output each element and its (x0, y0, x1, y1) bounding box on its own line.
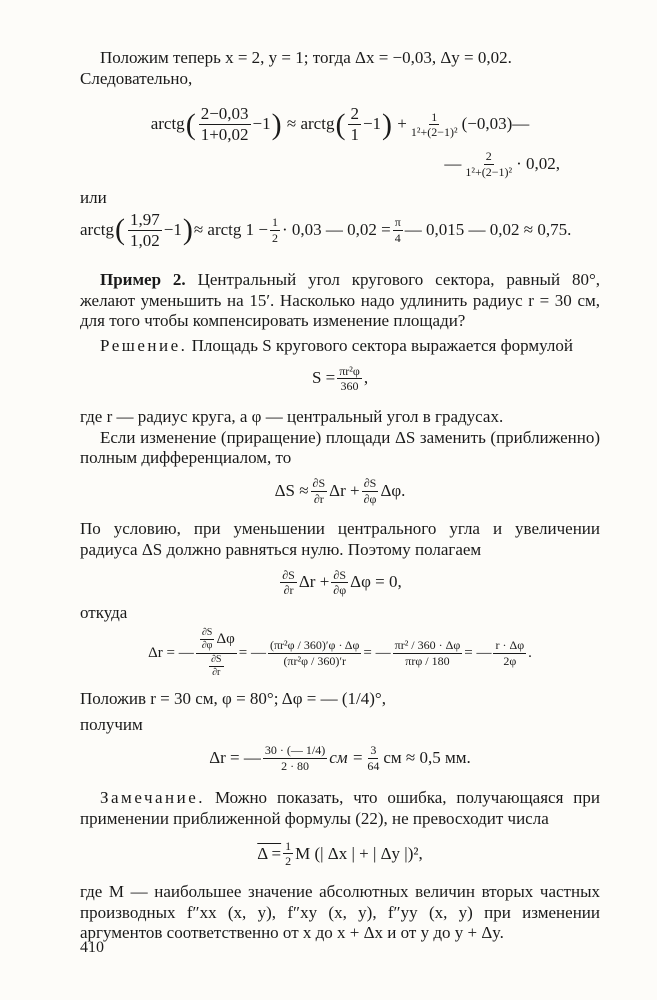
eqfinal-num: 30 · (— 1/4) (264, 743, 326, 758)
eqS-tail: , (363, 368, 369, 388)
eqdS-n1: ∂S (312, 476, 326, 491)
eqdr-f2-bot: (πr²φ / 360)′r (283, 653, 346, 668)
eqdr-minus-1: = — (238, 645, 266, 662)
equation-final-delta-r (80, 744, 600, 772)
eqzero-d2: ∂φ (333, 583, 347, 598)
eq1-right-num: 2 (350, 104, 359, 124)
eqzero-n2: ∂S (333, 567, 347, 582)
eqdr-end: . (528, 645, 532, 662)
eq1-term2-tail: (−0,03)— (461, 114, 530, 134)
eqdelta-den: 2 (285, 854, 292, 869)
eqfinal-tail: см ≈ 0,5 мм. (383, 747, 471, 767)
para-by-condition: По условию, при уменьшении центрального угла и увеличении радиуса ΔS должно равняться нулю. Поэтому полагаем (80, 519, 600, 560)
solution-text: Площадь S кругового сектора выражается формулой (191, 335, 573, 355)
equation-arctg-1-cont: — $\frac{2}{\text{1²+(2−1)²}}$ · 0,02, (444, 149, 560, 179)
eqfinal-frac-den: 64 (367, 758, 380, 773)
eq2-tail: — 0,015 — 0,02 ≈ 0,75. (404, 220, 572, 240)
equation-error-bound (80, 840, 600, 868)
eq1-left-tail: −1 (252, 114, 271, 134)
eqdelta-num: 1 (285, 838, 292, 853)
equation-delta-r (80, 628, 600, 679)
example-2-label: Пример 2. (100, 269, 186, 289)
eqdS-m2: Δφ. (380, 480, 406, 500)
eqfinal-lhs: Δr = — (209, 747, 261, 767)
eqdS-lhs: ΔS ≈ (274, 480, 309, 500)
para-set-values: Положим теперь x = 2, y = 1; тогда Δx = −0,03, Δy = 0,02. (100, 48, 512, 67)
word-or: или (80, 188, 107, 208)
eq1-term3-den: 1²+(2−1)² (465, 164, 513, 179)
eq1-right-den: 1 (350, 125, 359, 145)
eqdr-f1-top-n: ∂S (200, 628, 215, 641)
solution-paragraph (80, 336, 600, 357)
eqS-num: πr²φ (339, 363, 360, 378)
solution-label: Решение. (100, 335, 188, 355)
remark-label: Замечание. (100, 788, 206, 808)
eq2-pi-num: π (394, 215, 401, 230)
page-number: 410 (80, 939, 104, 956)
eqdr-f3-bot: πrφ / 180 (405, 653, 450, 668)
equation-arctg-2: arctg ( $\frac{1,97}{1,02}$ −1 ) ≈ arctg 1 − $\frac{1}{2}$ · 0,03 — 0,02 = $\frac{\pi}{4}$ — 0,015 — 0,02 ≈ 0,75. (80, 210, 572, 250)
remark-paragraph (80, 788, 600, 829)
eqzero-n1: ∂S (282, 567, 295, 582)
equation-zero (80, 569, 600, 597)
eqdr-f4-top: r · Δφ (495, 638, 525, 653)
eqdS-n2: ∂S (363, 476, 377, 491)
eqzero-d1: ∂r (283, 583, 294, 598)
para-consequently: Следовательно, (80, 68, 193, 88)
eqfinal-unit: см = (329, 747, 364, 767)
eqdr-f1-bot-n: ∂S (209, 655, 224, 668)
eqdr-f1-top-d: ∂φ (201, 640, 213, 652)
eqzero-m1: Δr + (298, 572, 330, 592)
eqS-lhs: S = (311, 368, 336, 388)
eq2-left-tail: −1 (163, 220, 182, 240)
eqfinal-frac-num: 3 (370, 743, 377, 758)
page-body (80, 40, 600, 944)
para-where-M: где M — наибольшее значение абсолютных величин вторых частных производных f″xx (x, y), f″xy (x, y), f″yy (x, y) при изменении аргументов соответственно от x до x + Δx и от y до y + Δy. (80, 881, 600, 943)
word-whence: откуда (80, 602, 128, 622)
eqfinal-den: 2 · 80 (281, 758, 310, 773)
eqdelta-lhs: Δ = (257, 843, 282, 863)
arctg-label: arctg (150, 114, 185, 134)
eq1-term3-tail: · 0,02, (516, 153, 560, 173)
eqdS-d2: ∂φ (363, 491, 377, 506)
eq2-left-num: 1,97 (129, 210, 160, 230)
eqdr-f4-bot: 2φ (503, 653, 517, 668)
eqdr-minus-3: = — (464, 645, 492, 662)
arctg-label-3: arctg (80, 220, 114, 240)
eqdr-lhs: Δr = — (148, 645, 194, 662)
word-we-get: получим (80, 715, 143, 735)
eq1-term3-num: 2 (485, 149, 492, 164)
eqdr-minus-2: = — (363, 645, 391, 662)
eq2-left-den: 1,02 (129, 230, 160, 250)
eq1-term2-den: 1²+(2−1)² (410, 125, 458, 140)
eq2-mid: ≈ arctg 1 − (193, 220, 268, 240)
equation-sector-area (80, 365, 600, 393)
example-2-text: Центральный угол кругового сектора, равный 80°, желают уменьшить на 15′. Насколько надо удлинить радиус r = 30 см, для того чтобы компенсировать изменение площади? (80, 269, 601, 331)
eq1-left-den: 1+0,02 (200, 125, 249, 145)
arctg-label-2: arctg (300, 114, 335, 134)
eqdS-d1: ∂r (313, 491, 324, 506)
eqS-den: 360 (340, 379, 359, 394)
eqzero-m2: Δφ = 0, (350, 572, 402, 592)
remark-text: Можно показать, что ошибка, получающаяся при применении приближенной формулы (22), не превосходит числа (80, 788, 600, 829)
eq2-half-num: 1 (271, 215, 278, 230)
eqdelta-tail: M (| Δx | + | Δy |)², (295, 843, 423, 863)
eq1-right-tail: −1 (362, 114, 382, 134)
eq2-pi-den: 4 (394, 230, 401, 245)
equation-arctg-1: arctg ( $\frac{2-0,03}{1+0,02}$ −1 ) ≈ arctg ( $\frac{2}{1}$ −1 ) + $\frac{1}{\text{1²+(2−1)²}}$ (−0,03)— (150, 104, 530, 145)
eq2-after-half: · 0,03 — 0,02 = (281, 220, 391, 240)
para-if-change: Если изменение (приращение) площади ΔS заменить (приближенно) полным дифференциалом, то (80, 427, 600, 468)
para-where-r: где r — радиус круга, а φ — центральный угол в градусах. (80, 406, 504, 426)
eq2-half-den: 2 (271, 230, 278, 245)
para-putting: Положив r = 30 см, φ = 80°; Δφ = — (1/4)°, (80, 688, 386, 708)
eqdr-f1-top-tail: Δφ (216, 630, 235, 647)
eqdr-f1-bot-d: ∂r (212, 667, 221, 679)
example-2-paragraph (80, 270, 600, 332)
equation-total-differential (80, 477, 600, 505)
eq1-term2-num: 1 (431, 109, 438, 124)
eqdr-f3-top: πr² / 360 · Δφ (394, 638, 461, 653)
eqdS-m1: Δr + (329, 480, 360, 500)
eq1-left-num: 2−0,03 (200, 104, 249, 124)
eqdr-f2-top: (πr²φ / 360)′φ · Δφ (269, 638, 360, 653)
